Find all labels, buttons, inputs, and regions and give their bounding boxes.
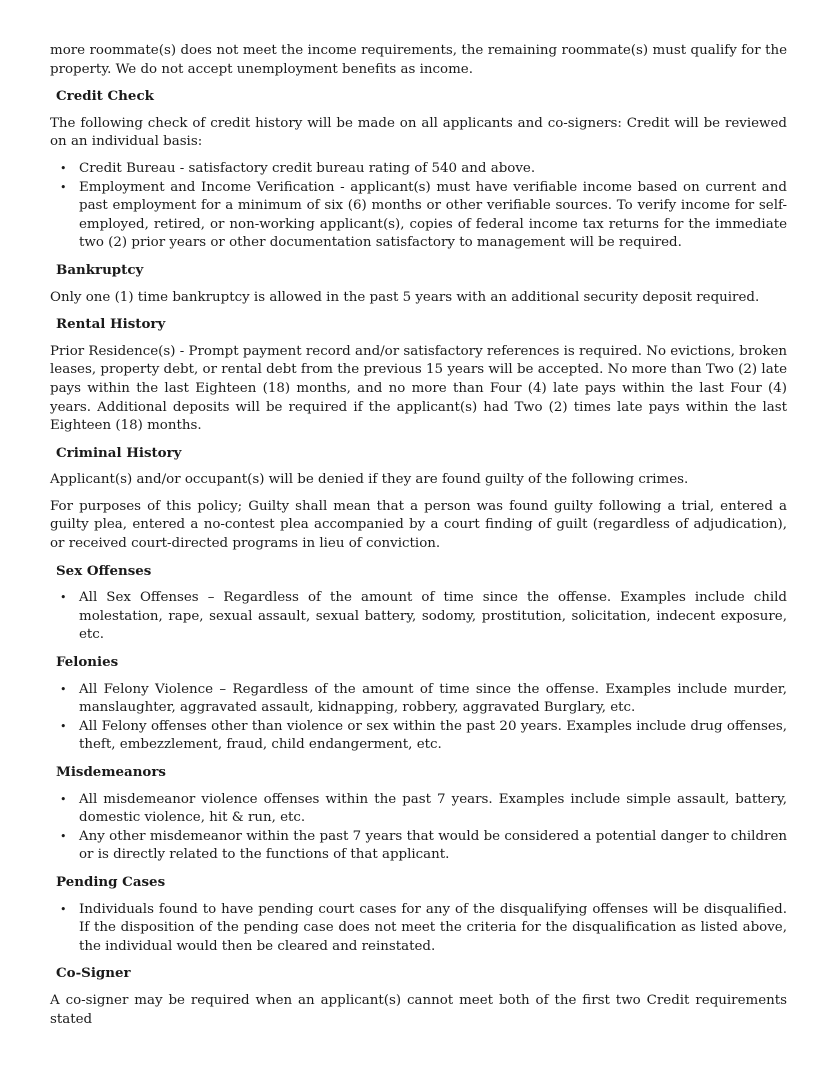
bankruptcy-paragraph: Only one (1) time bankruptcy is allowed in the past 5 years with an additional security deposit required. (50, 289, 760, 305)
intro-paragraph: more roommate(s) does not meet the income requirements, the remaining roommate(s) must qualify for the property. We do not accept unemployment benefits as income. (50, 43, 787, 77)
co-signer-heading: Co-Signer (56, 965, 131, 982)
criminal-history-paragraph: Applicant(s) and/or occupant(s) will be denied if they are found guilty of the following crimes. (50, 472, 689, 488)
list-item-text: All Sex Offenses – Regardless of the amount of time since the offense. Examples include child molestation, rape, sexual assault, sexual battery, sodomy, prostitution, solicitation, indecent exposure, etc. (79, 590, 787, 643)
misdemeanors-list (50, 791, 787, 865)
bullet-icon: • (60, 719, 67, 733)
misdemeanors-heading: Misdemeanors (56, 764, 166, 780)
bullet-icon: • (60, 902, 67, 916)
bullet-icon: • (60, 161, 67, 175)
list-item-text: Any other misdemeanor within the past 7 years that would be considered a potential danger to children or is directly related to the functions of that applicant. (79, 828, 787, 863)
bullet-icon: • (60, 682, 67, 696)
bullet-icon: • (60, 180, 67, 194)
sex-offenses-list (50, 589, 787, 645)
list-item-text: All misdemeanor violence offenses within the past 7 years. Examples include simple assault, battery, domestic violence, hit & run, etc. (79, 791, 787, 826)
list-item (50, 179, 787, 253)
felonies-list (50, 681, 787, 755)
list-item (50, 901, 787, 957)
list-item (50, 828, 787, 865)
list-item (50, 791, 787, 828)
list-item (50, 718, 787, 755)
list-item-text: All Felony offenses other than violence or sex within the past 20 years. Examples include drug offenses, theft, embezzlement, fraud, child endangerment, etc. (79, 718, 787, 753)
credit-check-list (50, 160, 787, 253)
document-page (50, 42, 787, 1037)
list-item (50, 589, 787, 645)
list-item (50, 160, 787, 179)
list-item-text: Employment and Income Verification - applicant(s) must have verifiable income based on current and past employment for a minimum of six (6) months or other verifiable sources. To verify income for self-employed, retired, or non-working applicant(s), copies of federal income tax returns for the immediate two (2) prior years or other documentation satisfactory to management will be required. (79, 179, 787, 251)
felonies-heading: Felonies (56, 654, 119, 671)
bullet-icon: • (60, 792, 67, 806)
list-item-text: All Felony Violence – Regardless of the amount of time since the offense. Examples include murder, manslaughter, aggravated assault, kidnapping, robbery, aggravated Burglary, etc. (79, 681, 787, 716)
list-item-text: Individuals found to have pending court cases for any of the disqualifying offenses will be disqualified. If the disposition of the pending case does not meet the criteria for the disqualification as listed above, the individual would then be cleared and reinstated. (79, 901, 787, 954)
bullet-icon: • (60, 829, 67, 843)
guilty-definition-paragraph: For purposes of this policy; Guilty shall mean that a person was found guilty following a trial, entered a guilty plea, entered a no-contest plea accompanied by a court finding of guilt (regardless of adjudication), or received court-directed programs in lieu of conviction. (50, 498, 787, 552)
pending-cases-heading: Pending Cases (56, 873, 166, 890)
list-item-text: Credit Bureau - satisfactory credit bureau rating of 540 and above. (79, 160, 536, 176)
rental-history-paragraph: Prior Residence(s) - Prompt payment record and/or satisfactory references is required. No evictions, broken leases, property debt, or rental debt from the previous 15 years will be accepted. No more than Two (2) late pays within the last Eighteen (18) months, and no more than Four (4) late pays within the last Four (4) years. Additional deposits will be required if the applicant(s) had Two (2) times late pays within the last Eighteen (18) months. (50, 343, 787, 434)
pending-cases-list (50, 901, 787, 957)
criminal-history-heading: Criminal History (56, 444, 182, 461)
rental-history-heading: Rental History (56, 316, 166, 333)
list-item (50, 681, 787, 718)
bankruptcy-heading: Bankruptcy (56, 261, 144, 278)
bullet-icon: • (60, 591, 67, 605)
credit-check-paragraph: The following check of credit history will be made on all applicants and co-signers: Credit will be reviewed on an individual basis: (50, 115, 787, 150)
co-signer-paragraph: A co-signer may be required when an applicant(s) cannot meet both of the first two Credit requirements stated (50, 992, 787, 1027)
credit-check-heading: Credit Check (56, 88, 154, 105)
sex-offenses-heading: Sex Offenses (56, 562, 152, 579)
